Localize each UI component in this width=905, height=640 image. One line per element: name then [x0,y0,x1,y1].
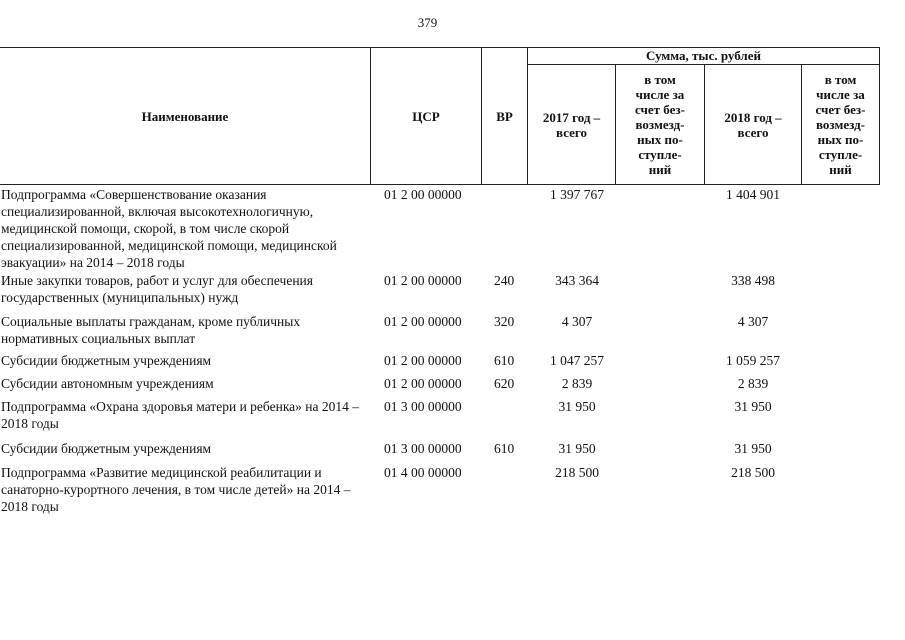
row-name: Иные закупки товаров, работ и услуг для обеспечения государственных (муниципальных) нужд [1,273,313,305]
row-vr: 620 [494,376,515,391]
row-csr: 01 2 00 00000 [384,314,462,329]
row-2018-total: 31 950 [734,399,772,414]
table-row [0,464,905,520]
row-name: Субсидии бюджетным учреждениям [1,353,212,368]
row-2017-total: 31 950 [558,441,596,456]
row-vr: 240 [494,273,515,288]
table-row [0,375,905,398]
header-2018-total: 2018 год – всего [724,109,782,140]
table-row [0,186,905,272]
table-row [0,352,905,375]
row-name: Субсидии бюджетным учреждениям [1,441,212,456]
row-2018-total: 1 059 257 [726,353,780,368]
row-2018-total: 1 404 901 [726,187,780,202]
row-2017-total: 1 397 767 [550,187,604,202]
page-number: 379 [417,15,438,30]
table-row [0,398,905,440]
header-name: Наименование [141,108,229,124]
row-2017-total: 1 047 257 [550,353,604,368]
row-csr: 01 2 00 00000 [384,187,462,202]
row-2018-total: 218 500 [731,465,775,480]
row-csr: 01 2 00 00000 [384,273,462,288]
header-2017-total: 2017 год – всего [542,109,601,140]
row-vr: 610 [494,353,515,368]
row-2018-total: 31 950 [734,441,772,456]
header-sum-group: Сумма, тыс. рублей [646,48,761,63]
header-vr: ВР [496,108,513,124]
row-csr: 01 3 00 00000 [384,441,462,456]
row-name: Социальные выплаты гражданам, кроме публичных нормативных социальных выплат [1,314,301,346]
row-csr: 01 4 00 00000 [384,465,462,480]
row-2017-total: 218 500 [555,465,599,480]
table-row [0,440,905,464]
table-header [0,47,880,185]
row-2017-total: 4 307 [561,314,593,329]
row-2017-total: 2 839 [561,376,593,391]
row-name: Подпрограмма «Охрана здоровья матери и ребенка» на 2014 – 2018 годы [1,399,360,431]
header-2017-free: в том числе за счет без- возмезд- ных по- ступле- ний [635,72,685,177]
row-csr: 01 3 00 00000 [384,399,462,414]
table-body [0,186,905,520]
row-2018-total: 2 839 [737,376,769,391]
row-csr: 01 2 00 00000 [384,353,462,368]
row-csr: 01 2 00 00000 [384,376,462,391]
header-csr: ЦСР [412,108,440,124]
header-2018-free: в том числе за счет без- возмезд- ных по- ступле- ний [815,72,866,177]
table-row [0,272,905,313]
row-2017-total: 343 364 [555,273,599,288]
row-name: Субсидии автономным учреждениям [1,376,214,391]
row-name: Подпрограмма «Развитие медицинской реабилитации и санаторно-курортного лечения, в том числе детей» на 2014 – 2018 годы [1,465,351,514]
row-vr: 320 [494,314,515,329]
row-2018-total: 338 498 [731,273,775,288]
table-row [0,313,905,352]
row-vr: 610 [494,441,515,456]
row-2018-total: 4 307 [737,314,769,329]
row-name: Подпрограмма «Совершенствование оказания специализированной, включая высокотехнологичную, медицинской помощи, скорой, в том числе скорой специализированной, медицинской помощи, медицинской эвакуации» на 2014 – 2018 годы [1,187,337,270]
row-2017-total: 31 950 [558,399,596,414]
